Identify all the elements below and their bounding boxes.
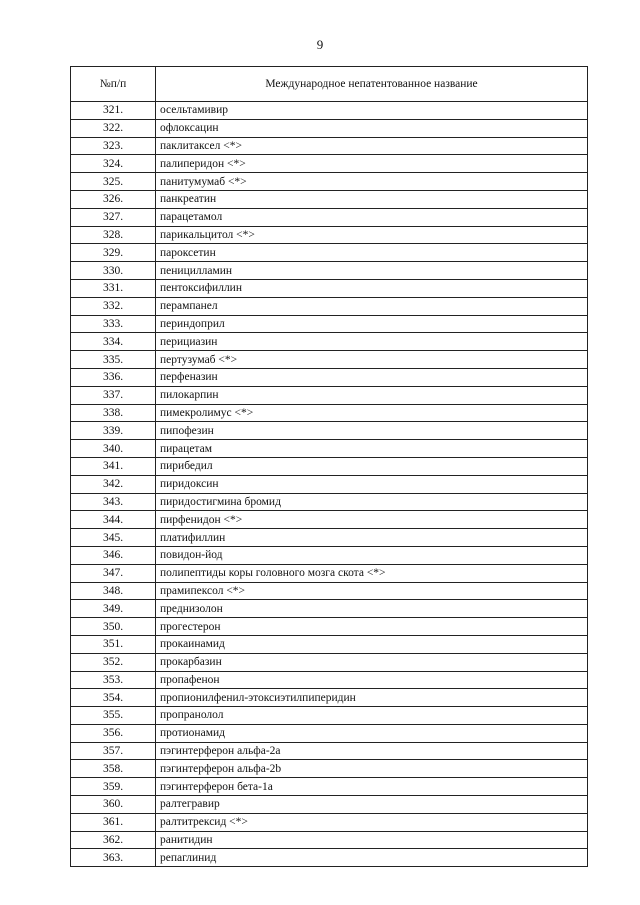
drug-name: пимекролимус <*> — [156, 404, 588, 422]
table-row — [71, 190, 588, 208]
row-number: 333. — [71, 315, 156, 333]
row-number: 360. — [71, 796, 156, 814]
table-row — [71, 279, 588, 297]
table-row — [71, 813, 588, 831]
table-row — [71, 297, 588, 315]
row-number: 354. — [71, 689, 156, 707]
table-row — [71, 831, 588, 849]
drug-name: платифиллин — [156, 529, 588, 547]
header-name: Международное непатентованное название — [156, 67, 588, 102]
table-row — [71, 529, 588, 547]
table-row — [71, 618, 588, 636]
table-row — [71, 564, 588, 582]
row-number: 361. — [71, 813, 156, 831]
table-row — [71, 511, 588, 529]
drug-name: репаглинид — [156, 849, 588, 867]
table-row — [71, 244, 588, 262]
row-number: 343. — [71, 493, 156, 511]
drug-name: ралтегравир — [156, 796, 588, 814]
row-number: 339. — [71, 422, 156, 440]
row-number: 352. — [71, 653, 156, 671]
table-row — [71, 582, 588, 600]
row-number: 363. — [71, 849, 156, 867]
table-row — [71, 849, 588, 867]
table-row — [71, 404, 588, 422]
row-number: 347. — [71, 564, 156, 582]
row-number: 323. — [71, 137, 156, 155]
row-number: 362. — [71, 831, 156, 849]
drug-name: пентоксифиллин — [156, 279, 588, 297]
table-row — [71, 226, 588, 244]
drug-name: пропафенон — [156, 671, 588, 689]
drug-name: ранитидин — [156, 831, 588, 849]
table-row — [71, 208, 588, 226]
table-row — [71, 440, 588, 458]
drug-name: паклитаксел <*> — [156, 137, 588, 155]
row-number: 359. — [71, 778, 156, 796]
header-number: №п/п — [71, 67, 156, 102]
table-row — [71, 796, 588, 814]
row-number: 351. — [71, 635, 156, 653]
row-number: 348. — [71, 582, 156, 600]
row-number: 322. — [71, 119, 156, 137]
table-row — [71, 600, 588, 618]
table-row — [71, 457, 588, 475]
row-number: 357. — [71, 742, 156, 760]
row-number: 324. — [71, 155, 156, 173]
table-row — [71, 689, 588, 707]
row-number: 329. — [71, 244, 156, 262]
table-row — [71, 724, 588, 742]
drug-name: пэгинтерферон альфа-2а — [156, 742, 588, 760]
table-row — [71, 386, 588, 404]
table-row — [71, 493, 588, 511]
table-row — [71, 315, 588, 333]
row-number: 335. — [71, 351, 156, 369]
row-number: 342. — [71, 475, 156, 493]
table-header-row — [71, 67, 588, 102]
row-number: 325. — [71, 173, 156, 191]
drug-name: пароксетин — [156, 244, 588, 262]
table-row — [71, 422, 588, 440]
drug-name: пиридостигмина бромид — [156, 493, 588, 511]
drug-name: прокаинамид — [156, 635, 588, 653]
drug-name: ралтитрексид <*> — [156, 813, 588, 831]
row-number: 345. — [71, 529, 156, 547]
table-row — [71, 333, 588, 351]
drug-name: панкреатин — [156, 190, 588, 208]
drug-name: пэгинтерферон альфа-2b — [156, 760, 588, 778]
drug-name: пеницилламин — [156, 262, 588, 280]
drug-name: палиперидон <*> — [156, 155, 588, 173]
row-number: 337. — [71, 386, 156, 404]
drug-name: перфеназин — [156, 368, 588, 386]
row-number: 326. — [71, 190, 156, 208]
drug-name: пирибедил — [156, 457, 588, 475]
table-row — [71, 653, 588, 671]
table-row — [71, 546, 588, 564]
row-number: 349. — [71, 600, 156, 618]
table-row — [71, 778, 588, 796]
row-number: 353. — [71, 671, 156, 689]
drug-name: прогестерон — [156, 618, 588, 636]
row-number: 336. — [71, 368, 156, 386]
drug-name: осельтамивир — [156, 102, 588, 120]
table-row — [71, 102, 588, 120]
drug-name: периндоприл — [156, 315, 588, 333]
row-number: 330. — [71, 262, 156, 280]
row-number: 340. — [71, 440, 156, 458]
table-row — [71, 368, 588, 386]
drug-name: полипептиды коры головного мозга скота <*> — [156, 564, 588, 582]
drug-name: пропионилфенил-этоксиэтилпиперидин — [156, 689, 588, 707]
row-number: 334. — [71, 333, 156, 351]
row-number: 355. — [71, 707, 156, 725]
row-number: 346. — [71, 546, 156, 564]
drug-name: парикальцитол <*> — [156, 226, 588, 244]
table-row — [71, 635, 588, 653]
row-number: 338. — [71, 404, 156, 422]
drug-name: перампанел — [156, 297, 588, 315]
drug-name: парацетамол — [156, 208, 588, 226]
drug-name: пирацетам — [156, 440, 588, 458]
table-row — [71, 760, 588, 778]
row-number: 321. — [71, 102, 156, 120]
table-body — [71, 102, 588, 867]
drug-name: панитумумаб <*> — [156, 173, 588, 191]
table-row — [71, 155, 588, 173]
row-number: 327. — [71, 208, 156, 226]
row-number: 328. — [71, 226, 156, 244]
row-number: 341. — [71, 457, 156, 475]
drug-list-table — [70, 66, 588, 867]
row-number: 332. — [71, 297, 156, 315]
table-row — [71, 262, 588, 280]
drug-name: прамипексол <*> — [156, 582, 588, 600]
drug-name: преднизолон — [156, 600, 588, 618]
drug-name: пирфенидон <*> — [156, 511, 588, 529]
row-number: 356. — [71, 724, 156, 742]
table-row — [71, 173, 588, 191]
drug-name: офлоксацин — [156, 119, 588, 137]
drug-name: перициазин — [156, 333, 588, 351]
table-row — [71, 671, 588, 689]
table-row — [71, 351, 588, 369]
table-row — [71, 742, 588, 760]
drug-name: пертузумаб <*> — [156, 351, 588, 369]
drug-name: пилокарпин — [156, 386, 588, 404]
drug-name: прокарбазин — [156, 653, 588, 671]
page-number: 9 — [316, 37, 324, 52]
drug-name: пэгинтерферон бета-1а — [156, 778, 588, 796]
table-row — [71, 707, 588, 725]
row-number: 344. — [71, 511, 156, 529]
drug-name: пиридоксин — [156, 475, 588, 493]
table-row — [71, 137, 588, 155]
drug-name: пропранолол — [156, 707, 588, 725]
drug-name: протионамид — [156, 724, 588, 742]
row-number: 350. — [71, 618, 156, 636]
drug-name: повидон-йод — [156, 546, 588, 564]
drug-name: пипофезин — [156, 422, 588, 440]
table-row — [71, 475, 588, 493]
row-number: 358. — [71, 760, 156, 778]
table-row — [71, 119, 588, 137]
row-number: 331. — [71, 279, 156, 297]
